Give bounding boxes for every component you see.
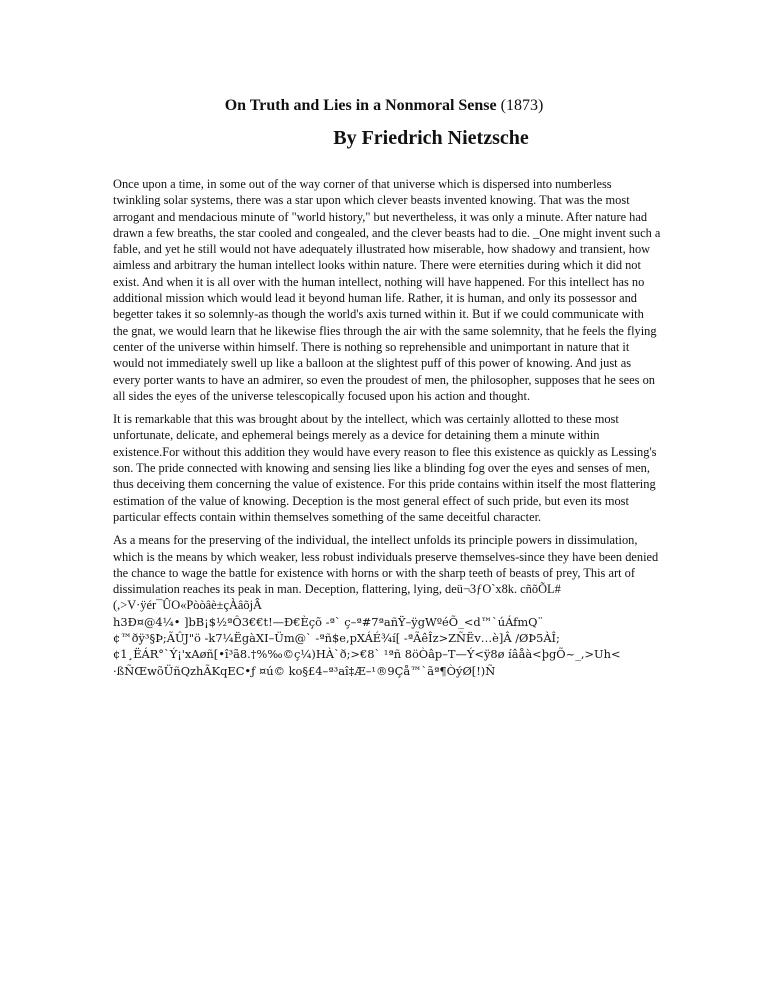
author-line: By Friedrich Nietzsche xyxy=(333,127,529,149)
paragraph-3 xyxy=(113,532,661,679)
garbled-line-2: ¢™ðÿ³§Þ;ÃÛJ"ö -k7¼ËgàXI–Üm@` -ªñ$e,pXÁÉ¾í[ -ªÃêÎz>ZÑËv…è]Â /ØÞ5ÀÎ; xyxy=(113,631,560,646)
garbled-line-1: h3Ð¤@4¼• ]bB¡$½ªÔ3€€t!—Ð€Èçõ -ª` ç–ª#7ªañŸ–ÿgWºéÕ_<d™`úÁfmQ¨ xyxy=(113,614,544,629)
paragraph-3-text: As a means for the preserving of the individual, the intellect unfolds its principle powers in dissimulation, which is the means by which weaker, less robust individuals preserve themselves-since they have been denied the chance to wage the battle for existence with horns or with the sharp teeth of beasts of prey, This art of dissimulation reaches its peak in man. Deception, flattering, lying, deü¬3ƒO`x8k. cñõÕL#(,>V·ÿér¯ÛO«Pòòâè±çÀâõjÂ xyxy=(113,533,659,613)
paragraph-1: Once upon a time, in some out of the way corner of that universe which is dispersed into numberless twinkling solar systems, there was a star upon which clever beasts invented knowing. That was the most arrogant and mendacious minute of "world history," but nevertheless, it was only a minute. After nature had drawn a few breaths, the star cooled and congealed, and the clever beasts had to die. _One might invent such a fable, and yet he still would not have adequately illustrated how miserable, how shadowy and transient, how aimless and arbitrary the human intellect looks within nature. There were eternities during which it did not exist. And when it is all over with the human intellect, nothing will have happened. For this intellect has no additional mission which would lead it beyond human life. Rather, it is human, and only its possessor and begetter takes it so solemnly-as though the world's axis turned within it. But if we could communicate with the gnat, we would learn that he likewise flies through the air with the same solemnity, that he feels the flying center of the universe within himself. There is nothing so reprehensible and unimportant in nature that it would not immediately swell up like a balloon at the slightest puff of this power of knowing. And just as every porter wants to have an admirer, so even the proudest of men, the philosopher, supposes that he sees on all sides the eyes of the universe telescopically focused upon his action and thought. xyxy=(113,177,661,403)
title-text: On Truth and Lies in a Nonmoral Sense xyxy=(224,97,497,114)
paragraph-2: It is remarkable that this was brought about by the intellect, which was certainly allotted to these most unfortunate, delicate, and ephemeral beings merely as a device for detaining them a minute within existence.For without this addition they would have every reason to flee this existence as quickly as Lessing's son. The pride connected with knowing and sensing lies like a blinding fog over the eyes and senses of men, thus deceiving them concerning the value of existence. For this pride contains within itself the most flattering estimation of the value of knowing. Deception is the most general effect of such pride, but even its most particular effects contain within themselves something of the same deceitful character. xyxy=(113,412,657,524)
document-body xyxy=(113,176,661,679)
garbled-line-4: ·ßÑŒwõÜñQzhÃKqEC•ƒ ¤ú© ko§£4–ª³aî‡Æ–¹®9Çå™`ãª¶ÒýØ[!)Ñ xyxy=(113,663,496,678)
title-year: (1873) xyxy=(500,97,544,114)
garbled-line-3: ¢1¸ËÁR°`Ý¡'xAøñ[•î³ã8.†%‰©ç¼)HÀ`ð;>€8` ¹ªñ 8öÒâp–T—Ý<ÿ8ø íâåà<þgÕ~_,>Uh< xyxy=(113,647,621,662)
document-title xyxy=(0,96,768,116)
